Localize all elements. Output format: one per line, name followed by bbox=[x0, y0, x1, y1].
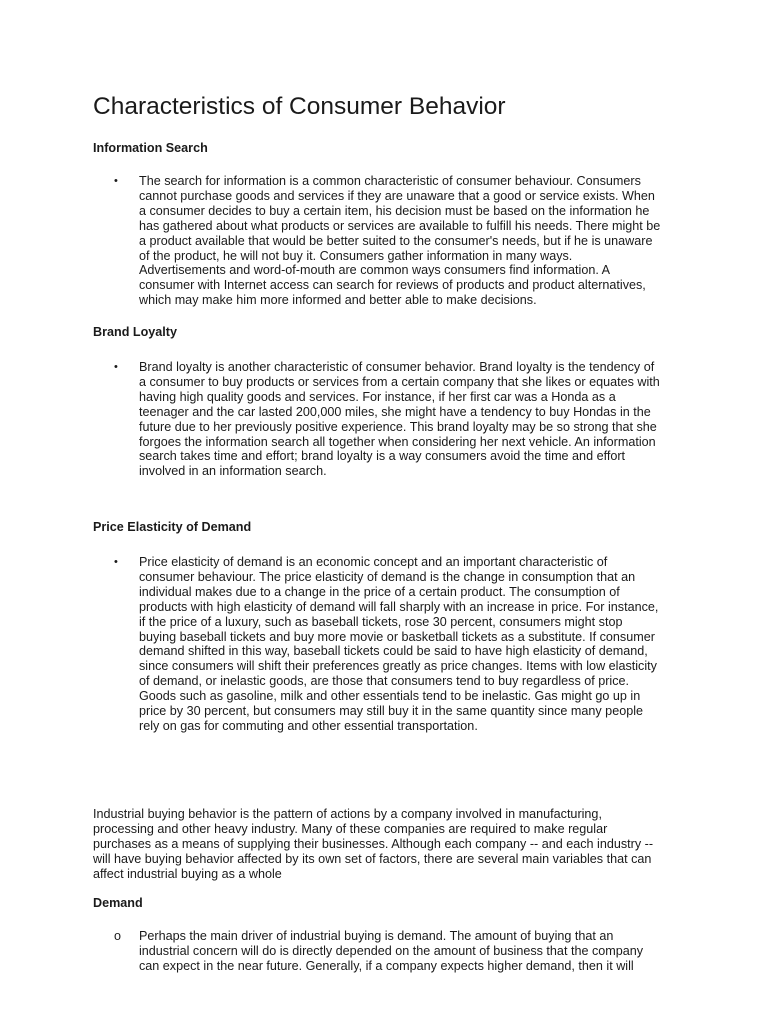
text-line: demand shifted in this way, baseball tickets could be said to have high elasticity of demand, bbox=[139, 644, 648, 659]
text-line: forgoes the information search all together when considering her next vehicle. An information bbox=[139, 434, 656, 449]
text-line: involved in an information search. bbox=[139, 464, 327, 479]
text-line: Brand loyalty is another characteristic of consumer behavior. Brand loyalty is the tendency of bbox=[139, 360, 655, 374]
bullet-icon: • bbox=[114, 361, 118, 373]
bullet-text bbox=[139, 929, 679, 974]
text-line: processing and other heavy industry. Many of these companies are required to make regular bbox=[93, 821, 608, 836]
section-heading-brand-loyalty: Brand Loyalty bbox=[93, 325, 177, 339]
text-line: consumer behaviour. The price elasticity of demand is the change in consumption that an bbox=[139, 569, 636, 584]
bullet-text bbox=[139, 555, 679, 734]
text-line: of the product, he will not buy it. Consumers gather information in many ways. bbox=[139, 248, 573, 263]
text-line: consumer with Internet access can search for reviews of products and product alternatives, bbox=[139, 278, 646, 293]
bullet-text bbox=[139, 360, 679, 479]
text-line: buying baseball tickets and buy more movie or basketball tickets as a substitute. If consumer bbox=[139, 629, 655, 644]
text-line: cannot purchase goods and services if they are unaware that a good or service exists. When bbox=[139, 188, 655, 203]
text-line: price by 30 percent, but consumers may still buy it in the same quantity since many people bbox=[139, 704, 644, 719]
page-title: Characteristics of Consumer Behavior bbox=[93, 93, 506, 120]
text-line: since consumers will shift their preferences greatly as price changes. Items with low elasticity bbox=[139, 659, 657, 674]
bullet-icon: • bbox=[114, 556, 118, 568]
text-line: future due to her previously positive experience. This brand loyalty may be so strong that she bbox=[139, 419, 657, 434]
text-line: Perhaps the main driver of industrial buying is demand. The amount of buying that an bbox=[139, 929, 614, 943]
text-line: rely on gas for commuting and other essential transportation. bbox=[139, 718, 478, 733]
hollow-bullet-icon: o bbox=[114, 929, 122, 943]
text-line: affect industrial buying as a whole bbox=[93, 866, 282, 881]
bullet-icon: • bbox=[114, 175, 118, 187]
text-line: industrial concern will do is directly depended on the amount of business that the company bbox=[139, 943, 644, 958]
text-line: a product available that would be better suited to the consumer's needs, but if he is unaware bbox=[139, 233, 653, 248]
text-line: Price elasticity of demand is an economic concept and an important characteristic of bbox=[139, 555, 608, 569]
text-line: will have buying behavior affected by its own set of factors, there are several main variables that can bbox=[93, 851, 652, 866]
text-line: The search for information is a common characteristic of consumer behaviour. Consumers bbox=[139, 174, 641, 188]
text-line: search takes time and effort; brand loyalty is a way consumers avoid the time and effort bbox=[139, 449, 626, 464]
text-line: teenager and the car lasted 200,000 miles, she might have a tendency to buy Hondas in the bbox=[139, 404, 651, 419]
text-line: products with high elasticity of demand will fall sharply with an increase in price. For instance, bbox=[139, 599, 659, 614]
text-line: having high quality goods and services. For instance, if her first car was a Honda as a bbox=[139, 389, 616, 404]
text-line: if the price of a luxury, such as baseball tickets, rose 30 percent, consumers might stop bbox=[139, 614, 623, 629]
text-line: Industrial buying behavior is the pattern of actions by a company involved in manufacturing, bbox=[93, 807, 602, 821]
industrial-buying-paragraph bbox=[93, 807, 683, 882]
section-heading-information-search: Information Search bbox=[93, 141, 208, 155]
text-line: Advertisements and word-of-mouth are common ways consumers find information. A bbox=[139, 263, 611, 278]
text-line: which may make him more informed and better able to make decisions. bbox=[139, 293, 537, 308]
text-line: has gathered about what products or services are available to fulfill his needs. There might be bbox=[139, 218, 661, 233]
text-line: purchases as a means of supplying their businesses. Although each company -- and each industry -- bbox=[93, 836, 654, 851]
section-heading-demand: Demand bbox=[93, 896, 143, 910]
text-line: of demand, or inelastic goods, are those that consumers tend to buy regardless of price. bbox=[139, 674, 630, 689]
text-line: a consumer decides to buy a certain item, his decision must be based on the information he bbox=[139, 203, 650, 218]
text-line: individual makes due to a change in the price of a certain product. The consumption of bbox=[139, 584, 620, 599]
text-line: Goods such as gasoline, milk and other essentials tend to be inelastic. Gas might go up in bbox=[139, 689, 641, 704]
bullet-text bbox=[139, 174, 679, 308]
text-line: can expect in the near future. Generally, if a company expects higher demand, then it will bbox=[139, 958, 634, 973]
text-line: a consumer to buy products or services from a certain company that she likes or equates with bbox=[139, 374, 660, 389]
section-heading-price-elasticity: Price Elasticity of Demand bbox=[93, 520, 252, 534]
